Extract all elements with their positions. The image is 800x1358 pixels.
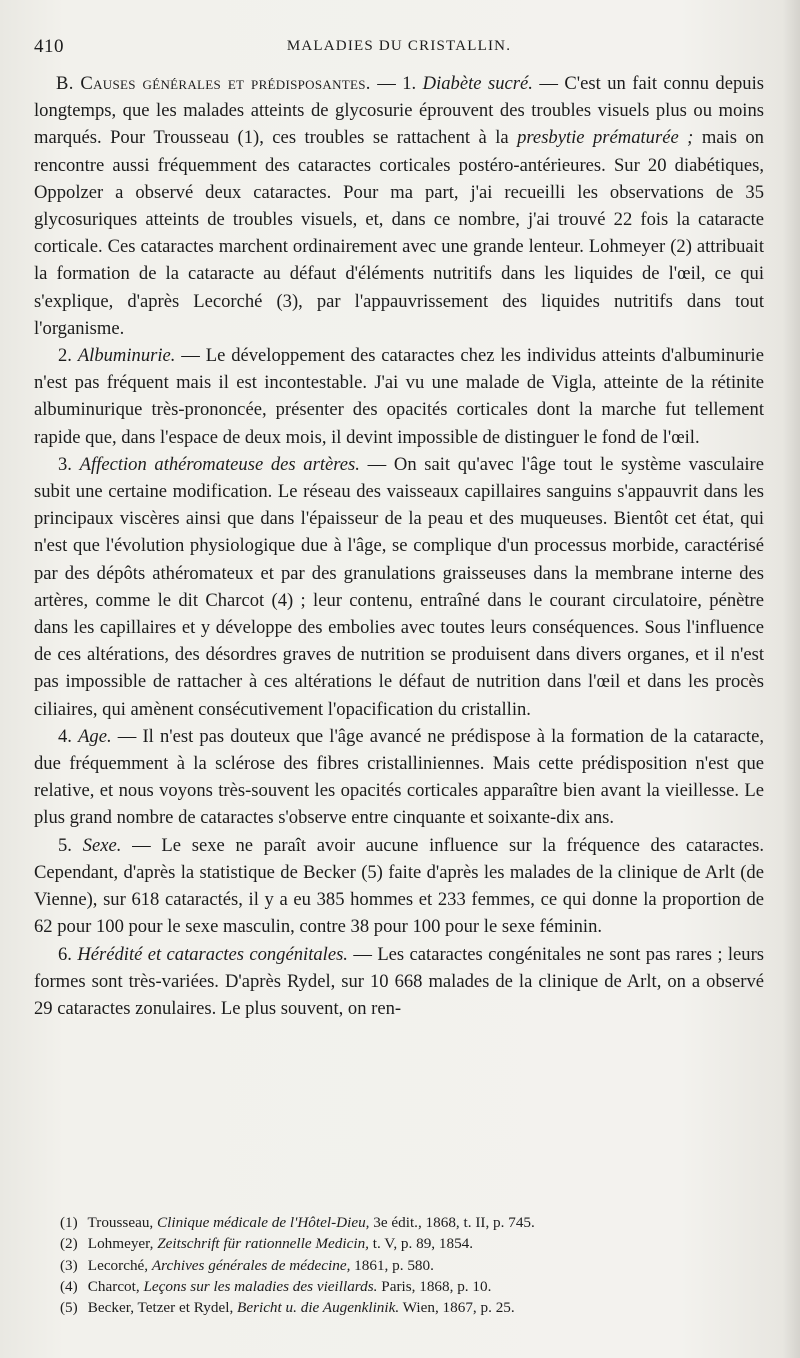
item-title: Albuminurie. — [77, 345, 176, 367]
paragraph-sexe — [34, 832, 764, 941]
dash: — — [181, 345, 200, 367]
paragraph-text: Le développement des cataractes chez les individus atteints d'albuminurie n'est pas fréquent mais il est incontestable. J'ai vu une malade de Vigla, atteinte de la rétinite albuminurique très-prononcée, présenter des opacités corticales dont la marche fut tellement rapide que, dans l'espace de deux mois, il devint impossible de distinguer le fond de l'œil. — [34, 345, 764, 448]
footnote — [60, 1297, 764, 1318]
paragraph-age — [34, 723, 764, 832]
footnote-rest: t. V, p. 89, 1854. — [372, 1235, 474, 1253]
dash: — — [367, 453, 387, 475]
footnote — [60, 1233, 764, 1254]
dash: — — [132, 834, 151, 856]
italic-term: presbytie prématurée ; — [517, 127, 694, 149]
footnote-number: (5) — [60, 1299, 78, 1317]
footnote-number: (3) — [60, 1256, 78, 1274]
footnote-rest: Paris, 1868, p. 10. — [381, 1277, 492, 1295]
paragraph-text: Il n'est pas douteux que l'âge avancé ne prédispose à la formation de la cataracte, due fréquemment à la sclérose des fibres cristalliniennes. Mais cette prédisposition n'est que relative, et nous voyons très-souvent les opacités corticales apparaître bien avant la vieillesse. Le plus grand nombre de cataractes s'observe entre cinquante et soixante-dix ans. — [34, 725, 764, 829]
footnotes — [60, 1212, 764, 1318]
dash: — — [117, 725, 137, 747]
footnote-author: Trousseau, — [87, 1214, 154, 1231]
item-title: Age. — [78, 725, 112, 747]
item-title: Diabète sucré. — [422, 73, 533, 94]
paragraph-text: mais on rencontre aussi fréquemment des cataractes corticales postéro-antérieures. Sur 20 diabétiques, Oppolzer a observé deux cataractes. Pour ma part, j'ai recueilli les observations de 35 glycosuriques atteints de troubles visuels, et, dans ce nombre, j'ai trouvé 22 fois la cataracte corticale. Ces cataractes marchent ordinairement avec une grande lenteur. Lohmeyer (2) attribuait la formation de la cataracte au défaut d'éléments nutritifs dans les liquides de l'œil, ce qui s'explique, d'après Lecorché (3), par l'appauvrissement des liquides nutritifs dans tout l'organisme. — [34, 127, 764, 339]
item-title: Sexe. — [82, 834, 122, 856]
footnote-number: (1) — [60, 1214, 78, 1231]
footnote — [60, 1255, 764, 1276]
footnote-work: Zeitschrift für rationnelle Medicin, — [157, 1235, 369, 1253]
item-number: 1. — [402, 73, 417, 94]
footnote-number: (2) — [60, 1235, 78, 1253]
paragraph-text: On sait qu'avec l'âge tout le système vasculaire subit une certaine modification. Le réseau des vaisseaux capillaires sanguins s'appauvrit dans les principaux viscères ainsi que dans l'épaisseur de la peau et des muqueuses. Bientôt cet état, qui n'est que l'évolution physiologique due à l'âge, se complique d'un processus morbide, caractérisé par des dépôts athéromateux et par des granulations graisseuses dans la membrane interne des artères, comme le dit Charcot (4) ; leur contenu, entraîné dans le courant circulatoire, pénètre dans les capillaires et y développe des embolies avec toutes leurs conséquences. Sous l'influence de ces altérations, des désordres graves de nutrition se produisent dans divers organes, et il n'est pas impossible de rattacher à ces altérations le défaut de nutrition dans l'œil et dans les procès ciliaires, qui amènent consécutivement l'opacification du cristallin. — [34, 453, 765, 720]
item-number: 2. — [58, 345, 72, 367]
page-edge-shadow — [782, 0, 800, 1358]
item-number: 5. — [58, 834, 72, 856]
paragraph-heredite — [34, 941, 764, 1023]
footnote-work: Clinique médicale de l'Hôtel-Dieu, — [157, 1214, 370, 1231]
item-title: Hérédité et cataractes congénitales. — [77, 943, 348, 965]
dash: — — [539, 73, 558, 94]
footnote-rest: Wien, 1867, p. 25. — [402, 1299, 515, 1317]
paragraph-atheromateuse — [34, 451, 764, 723]
paragraph-albuminurie — [34, 342, 764, 451]
main-text — [34, 70, 764, 1022]
footnote-work: Leçons sur les maladies des vieillards. — [143, 1277, 378, 1295]
paragraph-text: Les cataractes congénitales ne sont pas rares ; leurs formes sont très-variées. D'après Rydel, sur 10 668 malades de la clinique de Arlt, on a observé 29 cataractes zonulaires. Le plus souvent, on ren- — [34, 943, 765, 1019]
footnote — [60, 1212, 764, 1233]
footnote-work: Bericht u. die Augenklinik. — [237, 1299, 400, 1317]
footnote-author: Becker, Tetzer et Rydel, — [87, 1299, 234, 1317]
footnote-author: Charcot, — [87, 1277, 140, 1295]
footnote — [60, 1276, 764, 1297]
item-number: 3. — [58, 453, 72, 475]
footnote-rest: 3e édit., 1868, t. II, p. 745. — [373, 1214, 535, 1231]
item-number: 4. — [58, 725, 72, 747]
footnote-work: Archives générales de médecine, — [151, 1256, 351, 1274]
item-title: Affection athéromateuse des artères. — [79, 453, 360, 475]
footnote-rest: 1861, p. 580. — [354, 1256, 434, 1274]
paragraph-diabete — [34, 70, 764, 342]
paragraph-text: C'est un fait connu depuis longtemps, que les malades atteints de glycosurie éprouvent des troubles visuels plus ou moins marqués. Pour Trousseau (1), ces troubles se rattachent à la — [34, 73, 764, 149]
section-b-heading: B. Causes générales et prédisposantes. — [56, 73, 371, 94]
footnote-number: (4) — [60, 1277, 78, 1295]
running-title: MALADIES DU CRISTALLIN. — [286, 38, 512, 54]
dash: — — [353, 943, 372, 965]
page-header — [34, 30, 764, 62]
footnote-author: Lecorché, — [87, 1256, 149, 1274]
paragraph-text: Le sexe ne paraît avoir aucune influence sur la fréquence des cataractes. Cependant, d'après la statistique de Becker (5) faite d'après les malades de la clinique de Arlt (de Vienne), sur 618 cataractés, il y a eu 385 hommes et 233 femmes, ce qui donne la proportion de 62 pour 100 pour le sexe masculin, contre 38 pour 100 pour le sexe féminin. — [34, 834, 764, 938]
item-number: 6. — [58, 943, 72, 965]
dash: — — [377, 73, 396, 94]
footnote-author: Lohmeyer, — [87, 1235, 154, 1253]
page-number: 410 — [34, 36, 64, 57]
